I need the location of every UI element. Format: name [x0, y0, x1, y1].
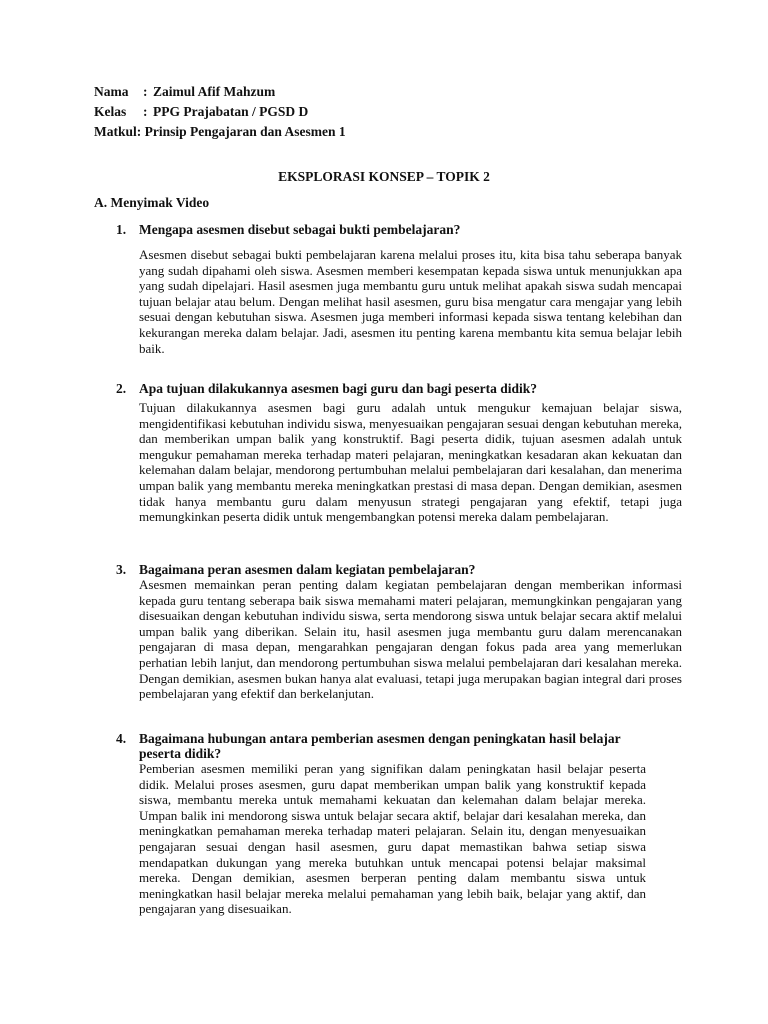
question-text: Mengapa asesmen disebut sebagai bukti pembelajaran?	[139, 222, 461, 237]
question-text: Bagaimana hubungan antara pemberian asesmen dengan peningkatan hasil belajar peserta didik?	[139, 731, 621, 761]
question-text: Apa tujuan dilakukannya asesmen bagi guru dan bagi peserta didik?	[139, 381, 537, 396]
question-block-1	[116, 222, 682, 356]
question-block-2	[116, 381, 682, 525]
question-number: 1.	[116, 222, 127, 237]
class-value: PPG Prajabatan / PGSD D	[153, 104, 309, 119]
course-row: Matkul : Prinsip Pengajaran dan Asesmen 1	[94, 122, 346, 142]
answer-paragraph: Tujuan dilakukannya asesmen bagi guru adalah untuk mengukur kemajuan belajar siswa, mengidentifikasi kebutuhan individu siswa, menyesuaikan pengajaran sesuai dengan kebutuhan mereka, dan memberikan umpan balik yang konstruktif. Bagi peserta didik, tujuan asesmen adalah untuk mengukur pemahaman mereka terhadap materi pelajaran, meningkatkan kesadaran akan kekuatan dan kelemahan dalam belajar, mendorong pertumbuhan melalui pembelajaran dari kesalahan, dan menerima umpan balik yang membantu mereka meningkatkan prestasi di masa depan. Dengan demikian, asesmen tidak hanya membantu guru dalam menyusun strategi pengajaran yang efektif, tetapi juga memungkinkan peserta didik untuk mengembangkan potensi mereka dalam pembelajaran.	[139, 400, 682, 525]
question-block-3	[116, 562, 682, 702]
class-row: Kelas : PPG Prajabatan / PGSD D	[94, 102, 346, 122]
question-text: Bagaimana peran asesmen dalam kegiatan pembelajaran?	[139, 562, 476, 577]
question-number: 2.	[116, 381, 127, 396]
course-value: Prinsip Pengajaran dan Asesmen 1	[144, 124, 346, 139]
name-value: Zaimul Afif Mahzum	[153, 84, 276, 99]
student-info	[94, 82, 346, 142]
document-title: EKSPLORASI KONSEP – TOPIK 2	[278, 169, 490, 184]
answer-paragraph: Asesmen memainkan peran penting dalam kegiatan pembelajaran dengan memberikan informasi kepada guru tentang seberapa baik siswa memahami materi pelajaran, memungkinkan pengajaran yang disesuaikan dengan kebutuhan individu siswa, serta mendorong siswa untuk belajar secara aktif melalui umpan balik yang diberikan. Selain itu, hasil asesmen juga membantu guru dalam merencanakan pengajaran di masa depan, mengarahkan pengajaran dengan fokus pada area yang memerlukan perhatian lebih lanjut, dan mendorong pertumbuhan siswa melalui pembelajaran dari kesalahan mereka. Dengan demikian, asesmen bukan hanya alat evaluasi, tetapi juga merupakan bagian integral dari proses pembelajaran yang efektif dan berkelanjutan.	[139, 577, 682, 702]
question-number: 4.	[116, 731, 127, 746]
question-block-4	[116, 731, 646, 917]
class-label: Kelas	[94, 104, 127, 119]
name-label: Nama	[94, 84, 129, 99]
answer-paragraph: Asesmen disebut sebagai bukti pembelajaran karena melalui proses itu, kita bisa tahu seberapa banyak yang sudah dipahami oleh siswa. Asesmen memberi kesempatan kepada siswa untuk menunjukkan apa yang sudah dipelajari. Hasil asesmen juga membantu guru untuk melihat apakah siswa sudah mencapai tujuan belajar atau belum. Dengan melihat hasil asesmen, guru bisa mengatur cara mengajar yang lebih sesuai dengan kebutuhan siswa. Asesmen juga memberi informasi kepada siswa tentang kelebihan dan kekurangan mereka dalam belajar. Jadi, asesmen itu penting karena membantu kita semua belajar lebih baik.	[139, 247, 682, 356]
name-row: Nama : Zaimul Afif Mahzum	[94, 82, 346, 102]
course-label: Matkul	[94, 124, 137, 139]
question-number: 3.	[116, 562, 127, 577]
section-heading: A. Menyimak Video	[94, 195, 210, 210]
answer-paragraph: Pemberian asesmen memiliki peran yang signifikan dalam peningkatan hasil belajar peserta didik. Melalui proses asesmen, guru dapat memberikan umpan balik yang konstruktif kepada siswa, membantu mereka untuk memahami kekuatan dan kelemahan dalam belajar mereka. Umpan balik ini mendorong siswa untuk belajar secara aktif, belajar dari kesalahan mereka, dan meningkatkan pemahaman mereka terhadap materi pelajaran. Selain itu, dengan menyesuaikan pengajaran sesuai dengan hasil asesmen, guru dapat memastikan bahwa setiap siswa mendapatkan dukungan yang mereka butuhkan untuk mencapai potensi belajar maksimal mereka. Dengan demikian, asesmen berperan penting dalam membantu siswa untuk meningkatkan hasil belajar mereka melalui pemahaman yang lebih baik, belajar yang aktif, dan pengajaran yang disesuaikan.	[139, 761, 646, 917]
